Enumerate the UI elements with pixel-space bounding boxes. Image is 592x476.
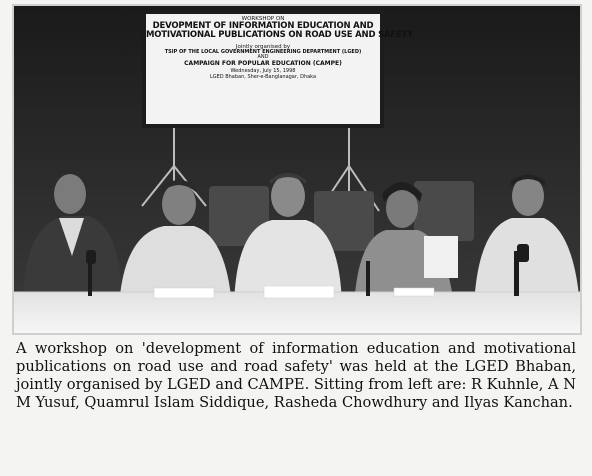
banner-date: Wednesday, July 15, 1998 — [230, 68, 296, 75]
banner-venue: LGED Bhaban, Sher-e-Banglanagar, Dhaka — [209, 73, 317, 80]
workshop-banner — [142, 10, 414, 128]
banner-title-line2: MOTIVATIONAL PUBLICATIONS ON ROAD USE AND SAFETY — [146, 30, 414, 41]
banner-org1: TSIP OF THE LOCAL GOVERNMENT ENGINEERING DEPARTMENT (LGED) — [164, 48, 362, 55]
banner-organised-by: Jointly organised by — [235, 43, 291, 50]
banner-and: AND — [257, 54, 269, 61]
banner-org2: CAMPAIGN FOR POPULAR EDUCATION (CAMPE) — [184, 59, 342, 67]
news-photo — [12, 4, 582, 335]
photo-caption: A workshop on 'development of information education and motivational publications on road use and road safety' was held at the LGED Bhaban, jointly organised by LGED and CAMPE. Sitting from left are: R Kuhnle, A N M Yusuf, Quamrul Islam Siddique, Rasheda Chowdhury and Ilyas Kanchan. — [16, 340, 576, 411]
banner-kicker: WORKSHOP ON — [241, 16, 285, 22]
banner-title-line1: DEVOPMENT OF INFORMATION EDUCATION AND — [152, 21, 374, 32]
